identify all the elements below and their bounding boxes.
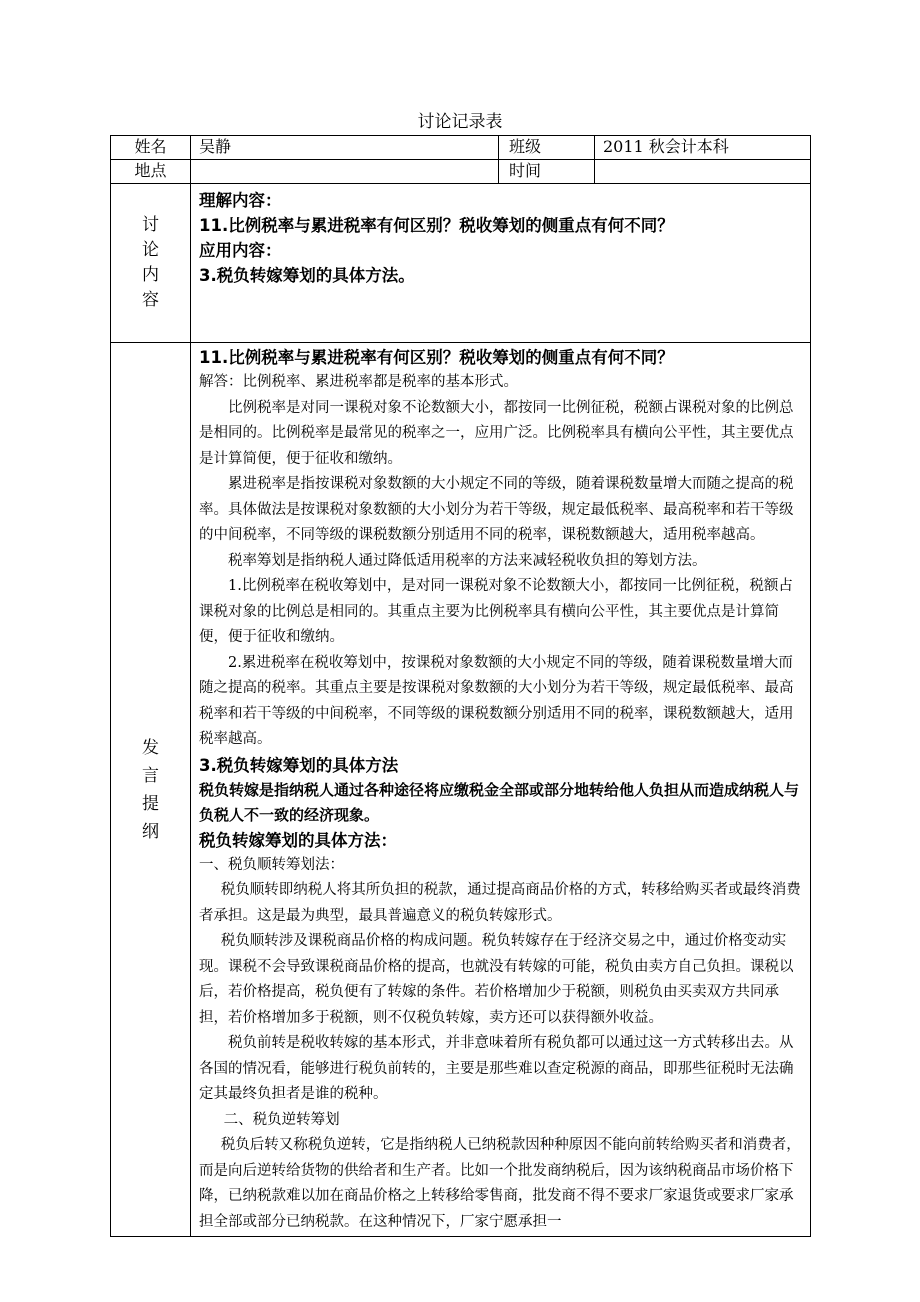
- place-value: [191, 160, 499, 184]
- speech-content: [191, 343, 811, 1237]
- method-2-title: 二、税负逆转筹划: [223, 1111, 340, 1128]
- apply-label: 应用内容：: [199, 241, 282, 260]
- topic-content: [191, 184, 811, 343]
- name-value: 吴静: [191, 136, 499, 160]
- time-label: 时间: [499, 160, 595, 184]
- page-title: 讨论记录表: [417, 112, 503, 132]
- speech-outline-label: 发 言 提 纲: [111, 343, 191, 1237]
- answer-intro: 解答：比例税率、累进税率都是税率的基本形式。: [199, 374, 518, 390]
- paragraph-point-1: 1.比例税率在税收筹划中，是对同一课税对象不论数额大小，都按同一比例征税，税额占课税对象的比例总是相同的。其重点主要为比例税率具有横向公平性，其主要优点是计算简便，便于征收和缴纳。: [199, 578, 793, 645]
- tax-shifting-definition: 税负转嫁是指纳税人通过各种途径将应缴税金全部或部分地转给他人负担从而造成纳税人与负税人不一致的经济现象。: [199, 780, 800, 824]
- methods-heading: 税负转嫁筹划的具体方法：: [199, 830, 397, 850]
- discussion-record-table: [110, 135, 811, 1237]
- method-1-title: 一、税负顺转筹划法：: [199, 856, 344, 873]
- paragraph-rate-planning: 税率筹划是指纳税人通过降低适用税率的方法来减轻税收负担的筹划方法。: [228, 552, 707, 569]
- question-1-heading: 11.比例税率与累进税率有何区别？税收筹划的侧重点有何不同？: [199, 348, 674, 367]
- question-2-heading: 3.税负转嫁筹划的具体方法: [199, 755, 399, 775]
- understand-label: 理解内容：: [199, 191, 282, 210]
- method-2-paragraph-1: 税负后转又称税负逆转，它是指纳税人已纳税款因种种原因不能向前转给购买者和消费者，而是向后逆转给货物的供给者和生产者。比如一个批发商纳税后，因为该纳税商品市场价格下降，已纳税款难以加在商品价格之上转移给零售商，批发商不得不要求厂家退货或要求厂家承担全部或部分已纳税款。在这种情况下，厂家宁愿承担一: [199, 1137, 801, 1230]
- paragraph-progressive: 累进税率是指按课税对象数额的大小规定不同的等级，随着课税数量增大而随之提高的税率。具体做法是按课税对象数额的大小划分为若干等级，规定最低税率、最高税率和若干等级的中间税率，不同等级的课税数额分别适用不同的税率，课税数额越大，适用税率越高。: [199, 476, 794, 543]
- place-label: 地点: [111, 160, 191, 184]
- paragraph-point-2: 2.累进税率在税收筹划中，按课税对象数额的大小规定不同的等级，随着课税数量增大而随之提高的税率。其重点主要是按课税对象数额的大小划分为若干等级，规定最低税率、最高税率和若干等级的中间税率，不同等级的课税数额分别适用不同的税率，课税数额越大，适用税率越高。: [199, 654, 794, 747]
- class-label: 班级: [499, 136, 595, 160]
- apply-question: 3.税负转嫁筹划的具体方法。: [199, 266, 415, 285]
- topic-label: 讨 论 内 容: [111, 184, 191, 343]
- understand-question: 11.比例税率与累进税率有何区别？税收筹划的侧重点有何不同？: [199, 216, 674, 235]
- time-value: [595, 160, 811, 184]
- method-1-paragraph-2: 税负顺转涉及课税商品价格的构成问题。税负转嫁存在于经济交易之中，通过价格变动实现。课税不会导致课税商品价格的提高，也就没有转嫁的可能，税负由卖方自己负担。课税以后，若价格提高，税负便有了转嫁的条件。若价格增加少于税额，则税负由买卖双方共同承担，若价格增加多于税额，则不仅税负转嫁，卖方还可以获得额外收益。: [199, 933, 794, 1026]
- name-label: 姓名: [111, 136, 191, 160]
- class-value: 2011 秋会计本科: [595, 136, 811, 160]
- paragraph-proportional: 比例税率是对同一课税对象不论数额大小，都按同一比例征税，税额占课税对象的比例总是相同的。比例税率是最常见的税率之一，应用广泛。比例税率具有横向公平性，其主要优点是计算简便，便于征收和缴纳。: [199, 399, 794, 467]
- method-1-paragraph-1: 税负顺转即纳税人将其所负担的税款，通过提高商品价格的方式，转移给购买者或最终消费者承担。这是最为典型，最具普遍意义的税负转嫁形式。: [199, 882, 801, 924]
- method-1-paragraph-3: 税负前转是税收转嫁的基本形式，并非意味着所有税负都可以通过这一方式转移出去。从各国的情况看，能够进行税负前转的，主要是那些难以查定税源的商品，即那些征税时无法确定其最终负担者是谁的税种。: [199, 1035, 794, 1102]
